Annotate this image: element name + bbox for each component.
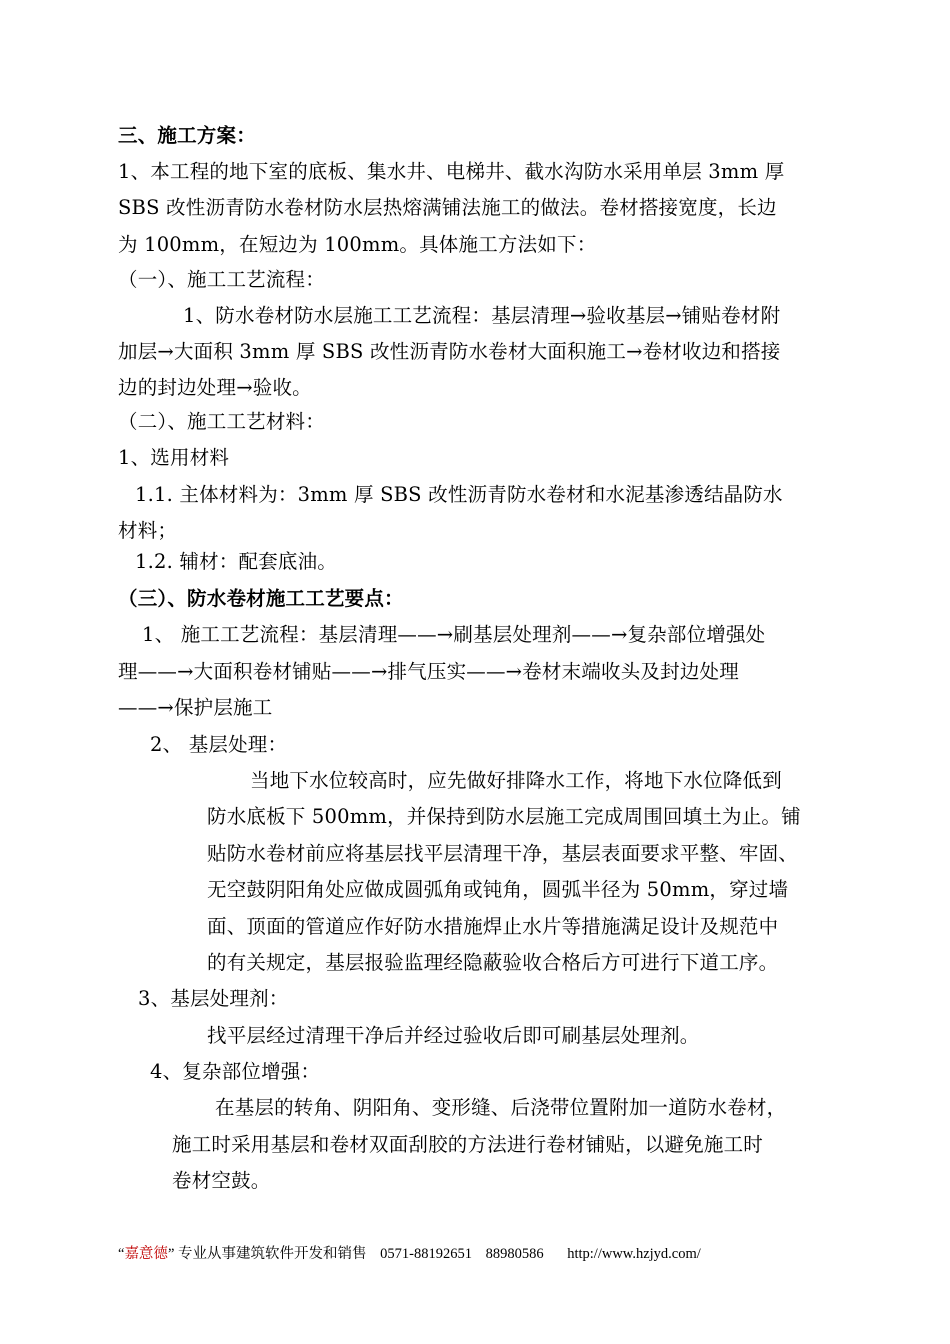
paragraph-line: 1、 施工工艺流程：基层清理——→刷基层处理剂——→复杂部位增强处: [142, 623, 766, 646]
paragraph-line: 加层→大面积 3mm 厚 SBS 改性沥青防水卷材大面积施工→卷材收边和搭接: [118, 340, 781, 363]
footer-phone-1: 0571-88192651: [380, 1246, 472, 1262]
footer-brand: 嘉意德: [124, 1246, 168, 1262]
paragraph-line: 防水底板下 500mm，并保持到防水层施工完成周围回填土为止。铺: [207, 805, 801, 828]
page-footer: [118, 1245, 701, 1263]
paragraph-line: 在基层的转角、阴阳角、变形缝、后浇带位置附加一道防水卷材，: [215, 1096, 787, 1119]
paragraph-line: SBS 改性沥青防水卷材防水层热熔满铺法施工的做法。卷材搭接宽度，长边: [118, 196, 777, 219]
section-heading: 三、施工方案：: [118, 124, 256, 147]
paragraph-line: 1、防水卷材防水层施工工艺流程：基层清理→验收基层→铺贴卷材附: [183, 304, 781, 327]
paragraph-line: 1、选用材料: [118, 446, 230, 469]
footer-quote-open: “: [118, 1246, 125, 1262]
paragraph-line: 施工时采用基层和卷材双面刮胶的方法进行卷材铺贴，以避免施工时: [172, 1133, 764, 1156]
footer-phone-2: 88980586: [485, 1246, 544, 1262]
item-heading: 2、 基层处理：: [150, 733, 288, 756]
footer-url-link[interactable]: http://www.hzjyd.com/: [567, 1246, 701, 1262]
paragraph-line: 卷材空鼓。: [172, 1169, 271, 1192]
paragraph-line: 理——→大面积卷材铺贴——→排气压实——→卷材末端收头及封边处理: [118, 660, 739, 683]
subsection-heading: （一）、施工工艺流程：: [118, 268, 325, 291]
paragraph-line: 1.2. 辅材：配套底油。: [135, 550, 338, 573]
paragraph-line: 1.1. 主体材料为：3mm 厚 SBS 改性沥青防水卷材和水泥基渗透结晶防水: [135, 483, 783, 506]
paragraph-line: 贴防水卷材前应将基层找平层清理干净，基层表面要求平整、牢固、: [207, 842, 799, 865]
paragraph-line: 1、本工程的地下室的底板、集水井、电梯井、截水沟防水采用单层 3mm 厚: [118, 160, 785, 183]
footer-slogan: 专业从事建筑软件开发和销售: [178, 1246, 367, 1262]
paragraph-line: 找平层经过清理干净后并经过验收后即可刷基层处理剂。: [207, 1024, 700, 1047]
footer-quote-close: ”: [167, 1246, 175, 1262]
paragraph-line: ——→保护层施工: [118, 696, 273, 719]
item-heading: 3、基层处理剂：: [138, 987, 289, 1010]
subsection-heading: （三）、防水卷材施工工艺要点：: [118, 587, 404, 610]
paragraph-line: 的有关规定，基层报验监理经隐蔽验收合格后方可进行下道工序。: [207, 951, 779, 974]
subsection-heading: （二）、施工工艺材料：: [118, 410, 325, 433]
paragraph-line: 无空鼓阴阳角处应做成圆弧角或钝角，圆弧半径为 50mm，穿过墙: [207, 878, 789, 901]
paragraph-line: 面、顶面的管道应作好防水措施焊止水片等措施满足设计及规范中: [207, 915, 779, 938]
paragraph-line: 当地下水位较高时，应先做好排降水工作，将地下水位降低到: [250, 769, 782, 792]
paragraph-line: 为 100mm，在短边为 100mm。具体施工方法如下：: [118, 233, 597, 256]
item-heading: 4、复杂部位增强：: [150, 1060, 321, 1083]
paragraph-line: 边的封边处理→验收。: [118, 376, 312, 399]
paragraph-line: 材料；: [118, 519, 178, 542]
